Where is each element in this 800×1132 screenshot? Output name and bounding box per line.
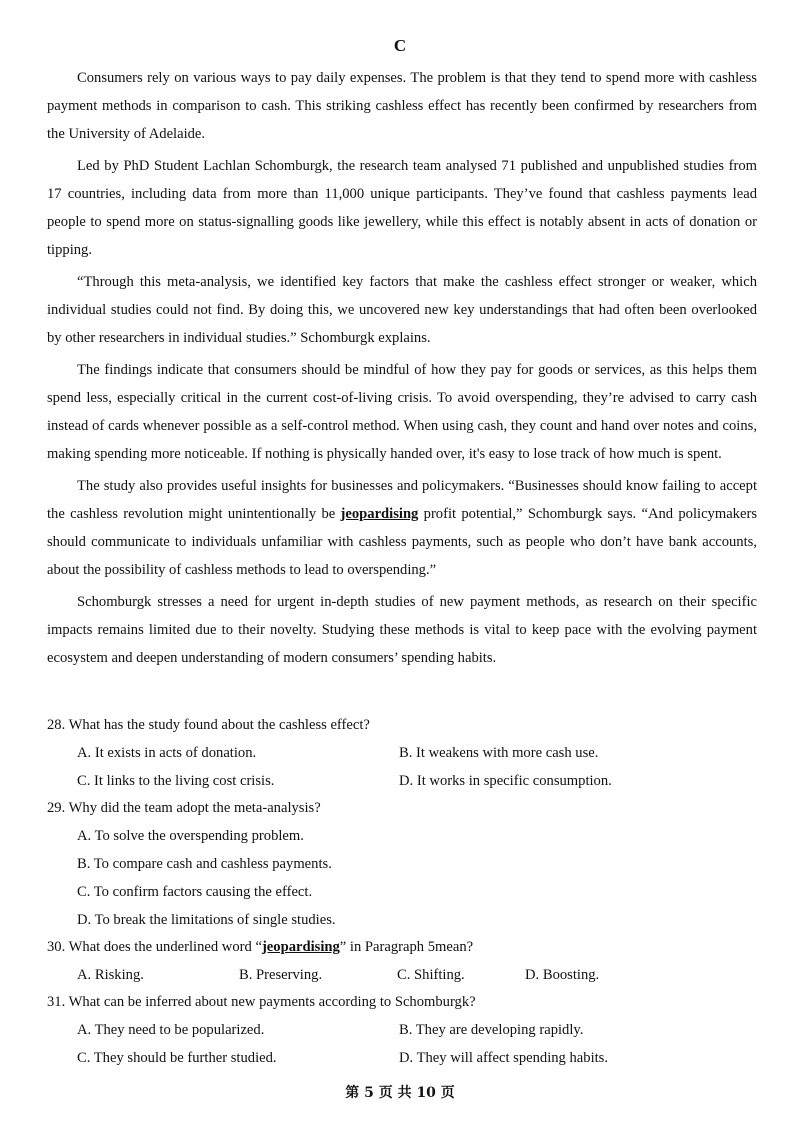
paragraph-3: “Through this meta-analysis, we identified key factors that make the cashless effect stronger or weaker, which individual studies could not find. By doing this, we uncovered new key understandings that had often been overlooked by other researchers in individual studies.” Schomburgk explains.	[47, 274, 757, 346]
option-c[interactable]: C. It links to the living cost crisis.	[77, 773, 275, 789]
question-31	[47, 989, 767, 1072]
question-stem: 31. What can be inferred about new payments according to Schomburgk?	[47, 994, 476, 1010]
section-letter: C	[393, 36, 407, 55]
page-number: 第 5 页 共 10 页	[345, 1085, 455, 1101]
option-a[interactable]: A. It exists in acts of donation.	[77, 745, 257, 761]
reading-passage	[47, 64, 757, 676]
paragraph-5	[47, 472, 757, 584]
option-b[interactable]: B. To compare cash and cashless payments.	[77, 856, 332, 872]
option-b[interactable]: B. Preserving.	[239, 967, 323, 983]
option-b[interactable]: B. It weakens with more cash use.	[399, 745, 599, 761]
options	[47, 961, 767, 989]
paragraph-2: Led by PhD Student Lachlan Schomburgk, the research team analysed 71 published and unpublished studies from 17 countries, including data from more than 11,000 unique participants. They’ve found that cashless payments lead people to spend more on status-signalling goods like jewellery, while this effect is notably absent in acts of donation or tipping.	[47, 158, 757, 258]
question-28	[47, 712, 767, 795]
paragraph-5-before: The study also provides useful insights for businesses and policymakers. “Businesses should know failing to accept the cashless revolution might unintentionally be	[47, 478, 757, 522]
paragraph-5-after: profit potential,” Schomburgk says. “And policymakers should communicate to individuals unfamiliar with cashless payments, such as people who don’t have bank accounts, about the possibility of cashless methods to lead to overspending.”	[47, 506, 757, 578]
underlined-word: jeopardising	[340, 506, 419, 522]
options	[47, 822, 767, 934]
paragraph-4: The findings indicate that consumers should be mindful of how they pay for goods or services, as this helps them spend less, especially critical in the current cost-of-living crisis. To avoid overspending, they’re advised to carry cash instead of cards whenever possible as a self-control method. When using cash, they count and hand over notes and coins, making spending more noticeable. If nothing is physically handed over, it's easy to lose track of how much is spent.	[47, 362, 757, 462]
option-a[interactable]: A. To solve the overspending problem.	[77, 828, 304, 844]
option-c[interactable]: C. They should be further studied.	[77, 1050, 277, 1066]
question-29	[47, 795, 767, 934]
options	[47, 1016, 767, 1072]
option-d[interactable]: D. Boosting.	[525, 967, 600, 983]
question-stem	[47, 934, 767, 961]
option-d[interactable]: D. It works in specific consumption.	[399, 773, 612, 789]
option-b[interactable]: B. They are developing rapidly.	[399, 1022, 584, 1038]
underlined-word: jeopardising	[261, 939, 340, 955]
question-stem: 29. Why did the team adopt the meta-analysis?	[47, 800, 321, 816]
question-30	[47, 934, 767, 989]
option-d[interactable]: D. To break the limitations of single studies.	[77, 912, 336, 928]
stem-before: 30. What does the underlined word “	[47, 939, 262, 955]
stem-after: ” in Paragraph 5mean?	[339, 939, 474, 955]
paragraph-6: Schomburgk stresses a need for urgent in-depth studies of new payment methods, as research on their specific impacts remains limited due to their novelty. Studying these methods is vital to keep pace with the evolving payment ecosystem and deepen understanding of modern consumers’ spending habits.	[47, 594, 757, 666]
question-list	[47, 712, 767, 1072]
option-a[interactable]: A. Risking.	[77, 967, 144, 983]
option-c[interactable]: C. To confirm factors causing the effect.	[77, 884, 313, 900]
option-c[interactable]: C. Shifting.	[397, 967, 465, 983]
option-d[interactable]: D. They will affect spending habits.	[399, 1050, 609, 1066]
options	[47, 739, 767, 795]
question-stem: 28. What has the study found about the cashless effect?	[47, 717, 370, 733]
paragraph-1: Consumers rely on various ways to pay daily expenses. The problem is that they tend to spend more with cashless payment methods in comparison to cash. This striking cashless effect has recently been confirmed by researchers from the University of Adelaide.	[47, 70, 757, 142]
option-a[interactable]: A. They need to be popularized.	[77, 1022, 265, 1038]
